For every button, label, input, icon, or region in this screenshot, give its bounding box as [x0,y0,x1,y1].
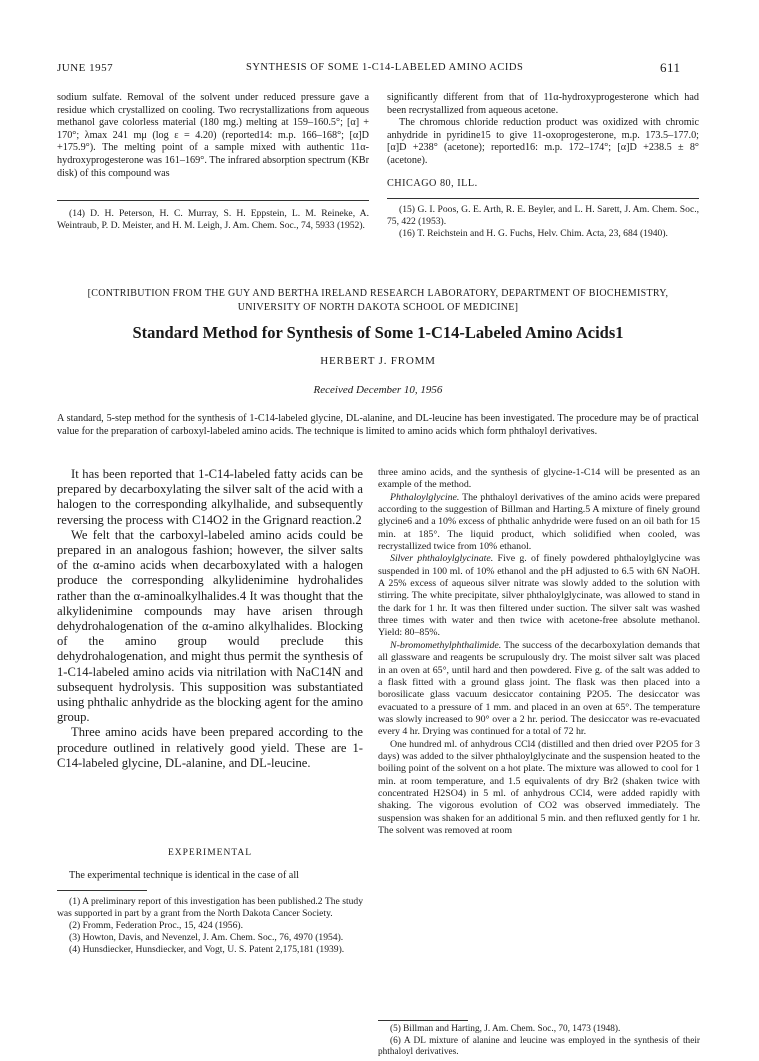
silver-salt-paragraph [378,553,700,639]
top-right-column [387,92,699,190]
silver-salt-heading: Silver phthaloylglycinate. [390,553,494,565]
abstract: A standard, 5-step method for the synthesis of 1-C14-labeled glycine, DL-alanine, and DL-leucine has been investigated. The procedure may be of practical value for the preparation of carboxyl-labeled amino acids. The technique is limited to amino acids which form phthaloyl derivatives. [57,413,699,437]
continuation-paragraph-right: significantly different from that of 11α-hydroxyprogesterone which had been recrystallized from aqueous acetone. [387,92,699,116]
article-title: Standard Method for Synthesis of Some 1-C14-Labeled Amino Acids1 [132,323,624,342]
top-left-column [57,92,369,180]
continuation-paragraph: sodium sulfate. Removal of the solvent under reduced pressure gave a residue which crystallized on cooling. Two recrystallizations from aqueous methanol gave colorless material (180 mg.) melting at 159–160.5°; [α] + 170°; λmax 241 mμ (log ε = 4.20) (reported14: m.p. 166–168°; [α]D +175.9°). The melting point of a sample mixed with authentic 11α-hydroxyprogesterone was 161–169°. The infrared absorption spectrum (KBr disk) of this compound was [57,92,369,179]
experimental-paragraph: The experimental technique is identical in the case of all [69,870,299,881]
method-paragraph: three amino acids, and the synthesis of glycine-1-C14 will be presented as an example of the method. [378,467,700,491]
footnote-14: (14) D. H. Peterson, H. C. Murray, S. H. Eppstein, L. M. Reineke, A. Weintraub, P. D. Meister, and H. M. Leigh, J. Am. Chem. Soc., 74, 5933 (1952). [57,208,369,231]
phthaloylglycine-text: The phthaloyl derivatives of the amino acids were prepared according to the suggestion of Billman and Harting.5 A mixture of finely ground glycine6 and a 10% excess of phthalic anhydride were fused on an oil bath for 15 min. at 185°. The liquid product, which solidified when cooled, was recrystallized twice from 10% ethanol. [378,491,700,553]
bromination-paragraph: One hundred ml. of anhydrous CCl4 (distilled and then dried over P2O5 for 3 days) was added to the silver phthaloylglycinate and the suspension heated to the boiling point of the solvent on a hot plate. The mixture was allowed to cool for 1 min. at room temperature, and 1.5 equivalents of dry Br2 (shaken twice with concentrated H2SO4) in 5 ml. of anhydrous CCl4, were added rapidly with shaking. The vigorous evolution of CO2 was observed immediately. The suspension was shaken for an additional 5 min. and then refluxed gently for 1 hr. The solvent was removed at room [378,738,700,836]
footnote-4: (4) Hunsdiecker, Hunsdiecker, and Vogt, U. S. Patent 2,175,181 (1939). [69,944,345,955]
footnote-6: (6) A DL mixture of alanine and leucine was employed in the synthesis of their phthaloyl derivatives. [378,1035,700,1057]
footnote-3: (3) Howton, Davis, and Nevenzel, J. Am. Chem. Soc., 76, 4970 (1954). [69,932,344,943]
bromomethyl-text: The success of the decarboxylation demands that all glassware and reagents be scrupulously dry. The moist silver salt was placed in an oven at 65°, until hard and then powdered. Five g. of the salt was added to a flask fitted with a ground glass joint. The flask was then placed into a borosilicate glass vacuum desiccator containing P2O5. The desiccator was evacuated to a pressure of 1 mm. and placed in an oven at 65°. The temperature was slowly increased to 90° over a 2 hr. period. The desiccator was re-evacuated every 4 hr. Drying was continued for a total of 72 hr. [378,639,700,738]
affiliation [57,287,699,315]
bromomethyl-heading: N-bromomethylphthalimide. [390,639,502,651]
author: HERBERT J. FROMM [320,355,436,367]
footnote-rule-right [387,198,699,199]
phthaloylglycine-paragraph [378,492,700,554]
affiliation-line-2: UNIVERSITY OF NORTH DAKOTA SCHOOL OF MEDICINE] [237,302,519,313]
bromomethyl-paragraph [378,640,700,739]
place-signature: CHICAGO 80, ILL. [387,177,478,189]
footnote-rule-left [57,890,147,891]
intro-paragraph-3: Three amino acids have been prepared according to the procedure outlined in relatively good yield. These are 1-C14-labeled glycine, DL-alanine, and DL-leucine. [57,725,363,770]
intro-paragraph-1: It has been reported that 1-C14-labeled fatty acids can be prepared by decarboxylating the silver salt of the acid with a halogen to the corresponding alkylhalide, and subsequently reversing the process with C14O2 in the Grignard reaction.2 [57,467,363,527]
received-date: Received December 10, 1956 [313,384,443,396]
phthaloylglycine-heading: Phthaloylglycine. [390,491,460,503]
intro-paragraph-2: We felt that the carboxyl-labeled amino acids could be prepared in an analogous fashion; however, the silver salts of the α-amino acids when decarboxylated with a halogen produce the corresponding alkylidenimine hydrohalides rather than the α-aminoalkylhalides.4 It was thought that the alkylidenimine compounds may have arisen through dehydrohalogenation of the α-amino alkylhalides. Blocking of the amino group would preclude this dehydrohalogenation, and might thus permit the synthesis of 1-C14-labeled amino acids via nitrilation with NaC14N and subsequent hydrolysis. This supposition was substantiated using phthalic anhydride as the blocking agent for the amino group. [57,527,363,725]
footnote-5: (5) Billman and Harting, J. Am. Chem. Soc., 70, 1473 (1948). [390,1024,621,1034]
page-number: 611 [660,60,681,75]
top-left-footnotes [57,208,369,232]
body-left-column [57,467,363,771]
body-left-footnotes [57,896,363,956]
silver-salt-text: Five g. of finely powdered phthaloylglycine was suspended in 100 ml. of 10% ethanol and the pH adjusted to 6.5 with 6N NaOH. A 25% excess of aqueous silver nitrate was slowly added to the solution with stirring. The white precipitate, silver phthaloylglycinate, was allowed to stand in the dark for 1 hr. It was then filtered under suction. The silver salt was washed three times with water and then twice with acetone-free absolute methanol. Yield: 80–85%. [378,553,700,639]
footnote-rule-right-body [378,1020,468,1021]
footnote-16: (16) T. Reichstein and H. G. Fuchs, Helv. Chim. Acta, 23, 684 (1940). [399,228,668,239]
footnote-rule [57,200,369,201]
top-right-footnotes [387,204,699,240]
experimental-intro [57,870,363,883]
body-right-column [378,467,700,837]
footnote-2: (2) Fromm, Federation Proc., 15, 424 (1956). [69,920,243,931]
running-header-title: SYNTHESIS OF SOME 1-C14-LABELED AMINO ACIDS [246,62,524,73]
affiliation-line-1: [CONTRIBUTION FROM THE GUY AND BERTHA IRELAND RESEARCH LABORATORY, DEPARTMENT OF BIOCHEMISTRY, [87,288,669,299]
oxidation-paragraph: The chromous chloride reduction product was oxidized with chromic anhydride in pyridine15 to give 11-oxoprogesterone, m.p. 173.5–177.0; [α]D +238° (acetone); reported16: m.p. 172–174°; [α]D +238.5 ± 8° (acetone). [387,117,699,166]
footnote-1: (1) A preliminary report of this investigation has been published.2 The study was supported in part by a grant from the North Dakota Cancer Society. [57,896,363,919]
section-heading-experimental: EXPERIMENTAL [167,848,253,858]
running-header-date: JUNE 1957 [57,62,114,74]
body-right-footnotes [378,1024,700,1059]
footnote-15: (15) G. I. Poos, G. E. Arth, R. E. Beyler, and L. H. Sarett, J. Am. Chem. Soc., 75, 422 (1953). [387,204,699,227]
